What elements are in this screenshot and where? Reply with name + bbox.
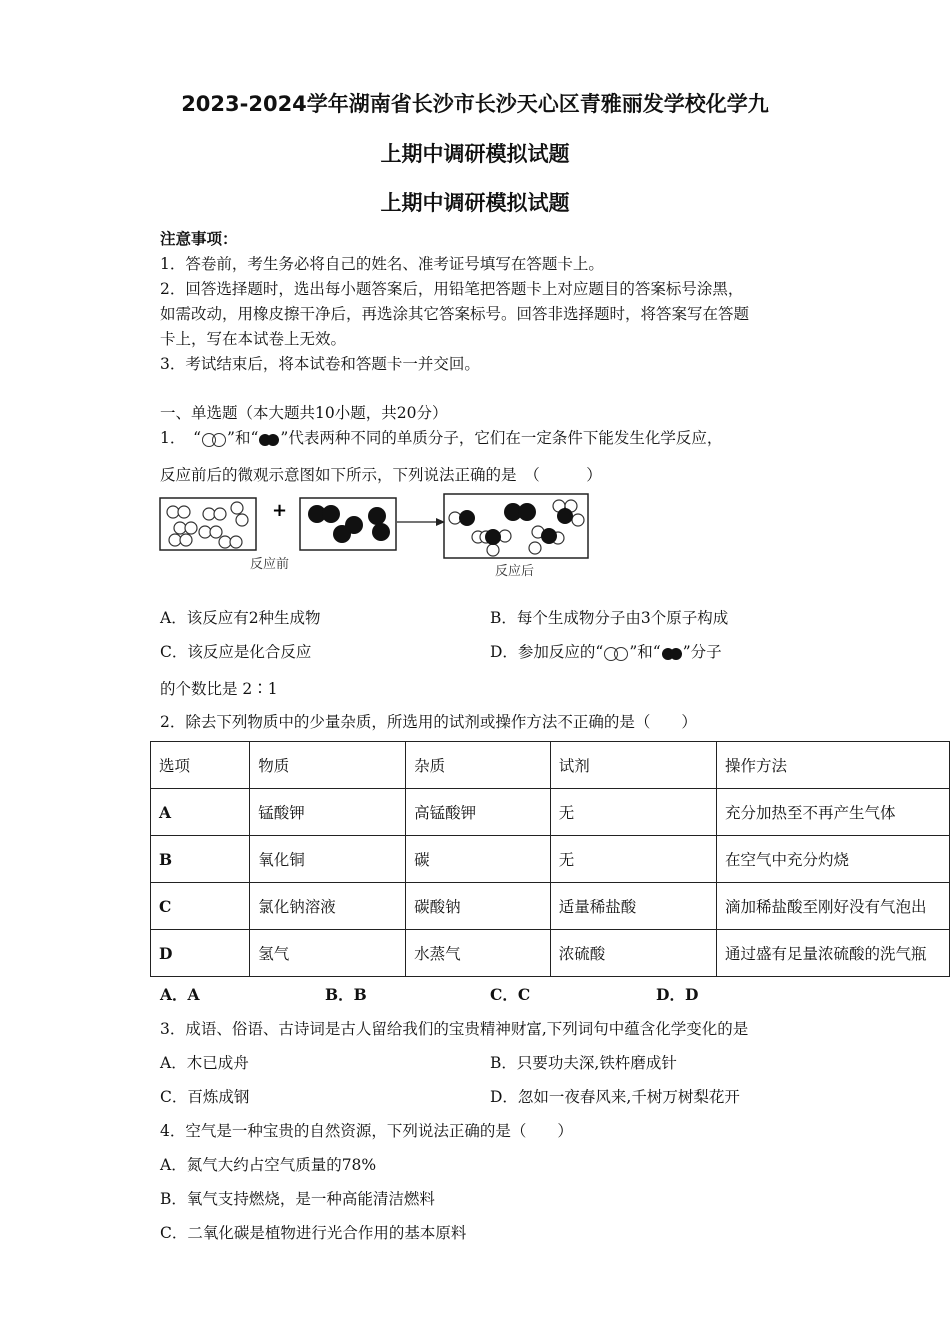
table-header: 试剂 [550,742,716,789]
title-line-2: 上期中调研模拟试题 [380,142,570,166]
q1-option-d: D．参加反应的“ ”和“ ”分子 [490,643,722,661]
table-cell: 碳酸钠 [406,883,551,930]
table-row [151,836,950,883]
q2-option-c: C．C [490,985,531,1004]
q4-option-b: B．氧气支持燃烧，是一种高能清洁燃料 [160,1190,435,1208]
q3-option-c: C．百炼成钢 [160,1088,250,1106]
table-cell: 锰酸钾 [250,789,406,836]
q4-option-a: A．氮气大约占空气质量的78% [160,1156,377,1174]
table-row [151,789,950,836]
q3-option-a: A．木已成舟 [160,1054,249,1072]
table-header: 杂质 [406,742,551,789]
q4-option-c: C．二氧化碳是植物进行光合作用的基本原料 [160,1224,467,1242]
table-cell: 碳 [406,836,551,883]
table-cell: 滴加稀盐酸至刚好没有气泡出 [717,883,950,930]
table-cell: 适量稀盐酸 [550,883,716,930]
notice-heading: 注意事项： [160,229,238,248]
q3-stem: 3．成语、俗语、古诗词是古人留给我们的宝贵精神财富,下列词句中蕴含化学变化的是 [160,1020,749,1038]
notice-item: 卡上，写在本试卷上无效。 [160,330,347,348]
table-cell: 氯化钠溶液 [250,883,406,930]
table-header-row [151,742,950,789]
table-cell: 氧化铜 [250,836,406,883]
table-row [151,930,950,977]
q2-stem: 2．除去下列物质中的少量杂质，所选用的试剂或操作方法不正确的是（ ） [160,713,697,731]
q2-table [150,741,950,977]
title-line-1: 2023-2024学年湖南省长沙市长沙天心区青雅丽发学校化学九 [181,92,769,116]
table-cell: 通过盛有足量浓硫酸的洗气瓶 [717,930,950,977]
table-cell: B [151,836,250,883]
after-label: 反应后 [495,564,535,579]
q1-option-a: A．该反应有2种生成物 [160,609,321,627]
table-cell: C [151,883,250,930]
notice-item: 如需改动，用橡皮擦干净后，再选涂其它答案标号。回答非选择题时，将答案写在答题 [160,305,750,323]
q1-option-c: C．该反应是化合反应 [160,643,312,661]
table-cell: 在空气中充分灼烧 [717,836,950,883]
table-header: 选项 [151,742,250,789]
table-cell: 氢气 [250,930,406,977]
table-cell: 水蒸气 [406,930,551,977]
q4-stem: 4．空气是一种宝贵的自然资源，下列说法正确的是（ ） [160,1122,573,1140]
table-header: 物质 [250,742,406,789]
white-molecule-icon [604,644,628,662]
plus-sign: + [272,500,288,521]
table-cell: D [151,930,250,977]
table-cell: 充分加热至不再产生气体 [717,789,950,836]
white-molecule-icon [202,430,226,448]
q2-option-d: D．D [656,985,699,1004]
q3-option-b: B．只要功夫深,铁杵磨成针 [490,1054,677,1072]
notice-item: 3．考试结束后，将本试卷和答题卡一并交回。 [160,355,480,373]
q2-option-b: B．B [325,985,367,1004]
table-cell: A [151,789,250,836]
q3-option-d: D．忽如一夜春风来,千树万树梨花开 [490,1088,740,1106]
section-heading: 一、单选题（本大题共10小题，共20分） [160,404,448,422]
black-molecules [308,505,390,543]
black-molecule-icon [259,430,279,448]
title-line-3: 上期中调研模拟试题 [380,191,570,215]
table-row [151,883,950,930]
notice-item: 2．回答选择题时，选出每小题答案后，用铅笔把答题卡上对应题目的答案标号涂黑， [160,280,744,298]
before-label: 反应前 [250,557,290,572]
white-molecules [167,502,248,548]
q1-option-b: B．每个生成物分子由3个原子构成 [490,609,729,627]
table-cell: 浓硫酸 [550,930,716,977]
table-cell: 无 [550,836,716,883]
table-header: 操作方法 [717,742,950,789]
table-cell: 高锰酸钾 [406,789,551,836]
notice-item: 1．答卷前，考生务必将自己的姓名、准考证号填写在答题卡上。 [160,255,604,273]
q2-option-a: A．A [160,985,200,1004]
q1-option-d-cont: 的个数比是 2∶1 [160,680,278,698]
q1-stem-2: 反应前后的微观示意图如下所示，下列说法正确的是 （ ） [160,466,602,484]
q1-stem: 1． “ ”和“ ”代表两种不同的单质分子，它们在一定条件下能发生化学反应， [160,429,723,447]
product-molecules [449,500,584,556]
black-molecule-icon [662,644,682,662]
table-cell: 无 [550,789,716,836]
